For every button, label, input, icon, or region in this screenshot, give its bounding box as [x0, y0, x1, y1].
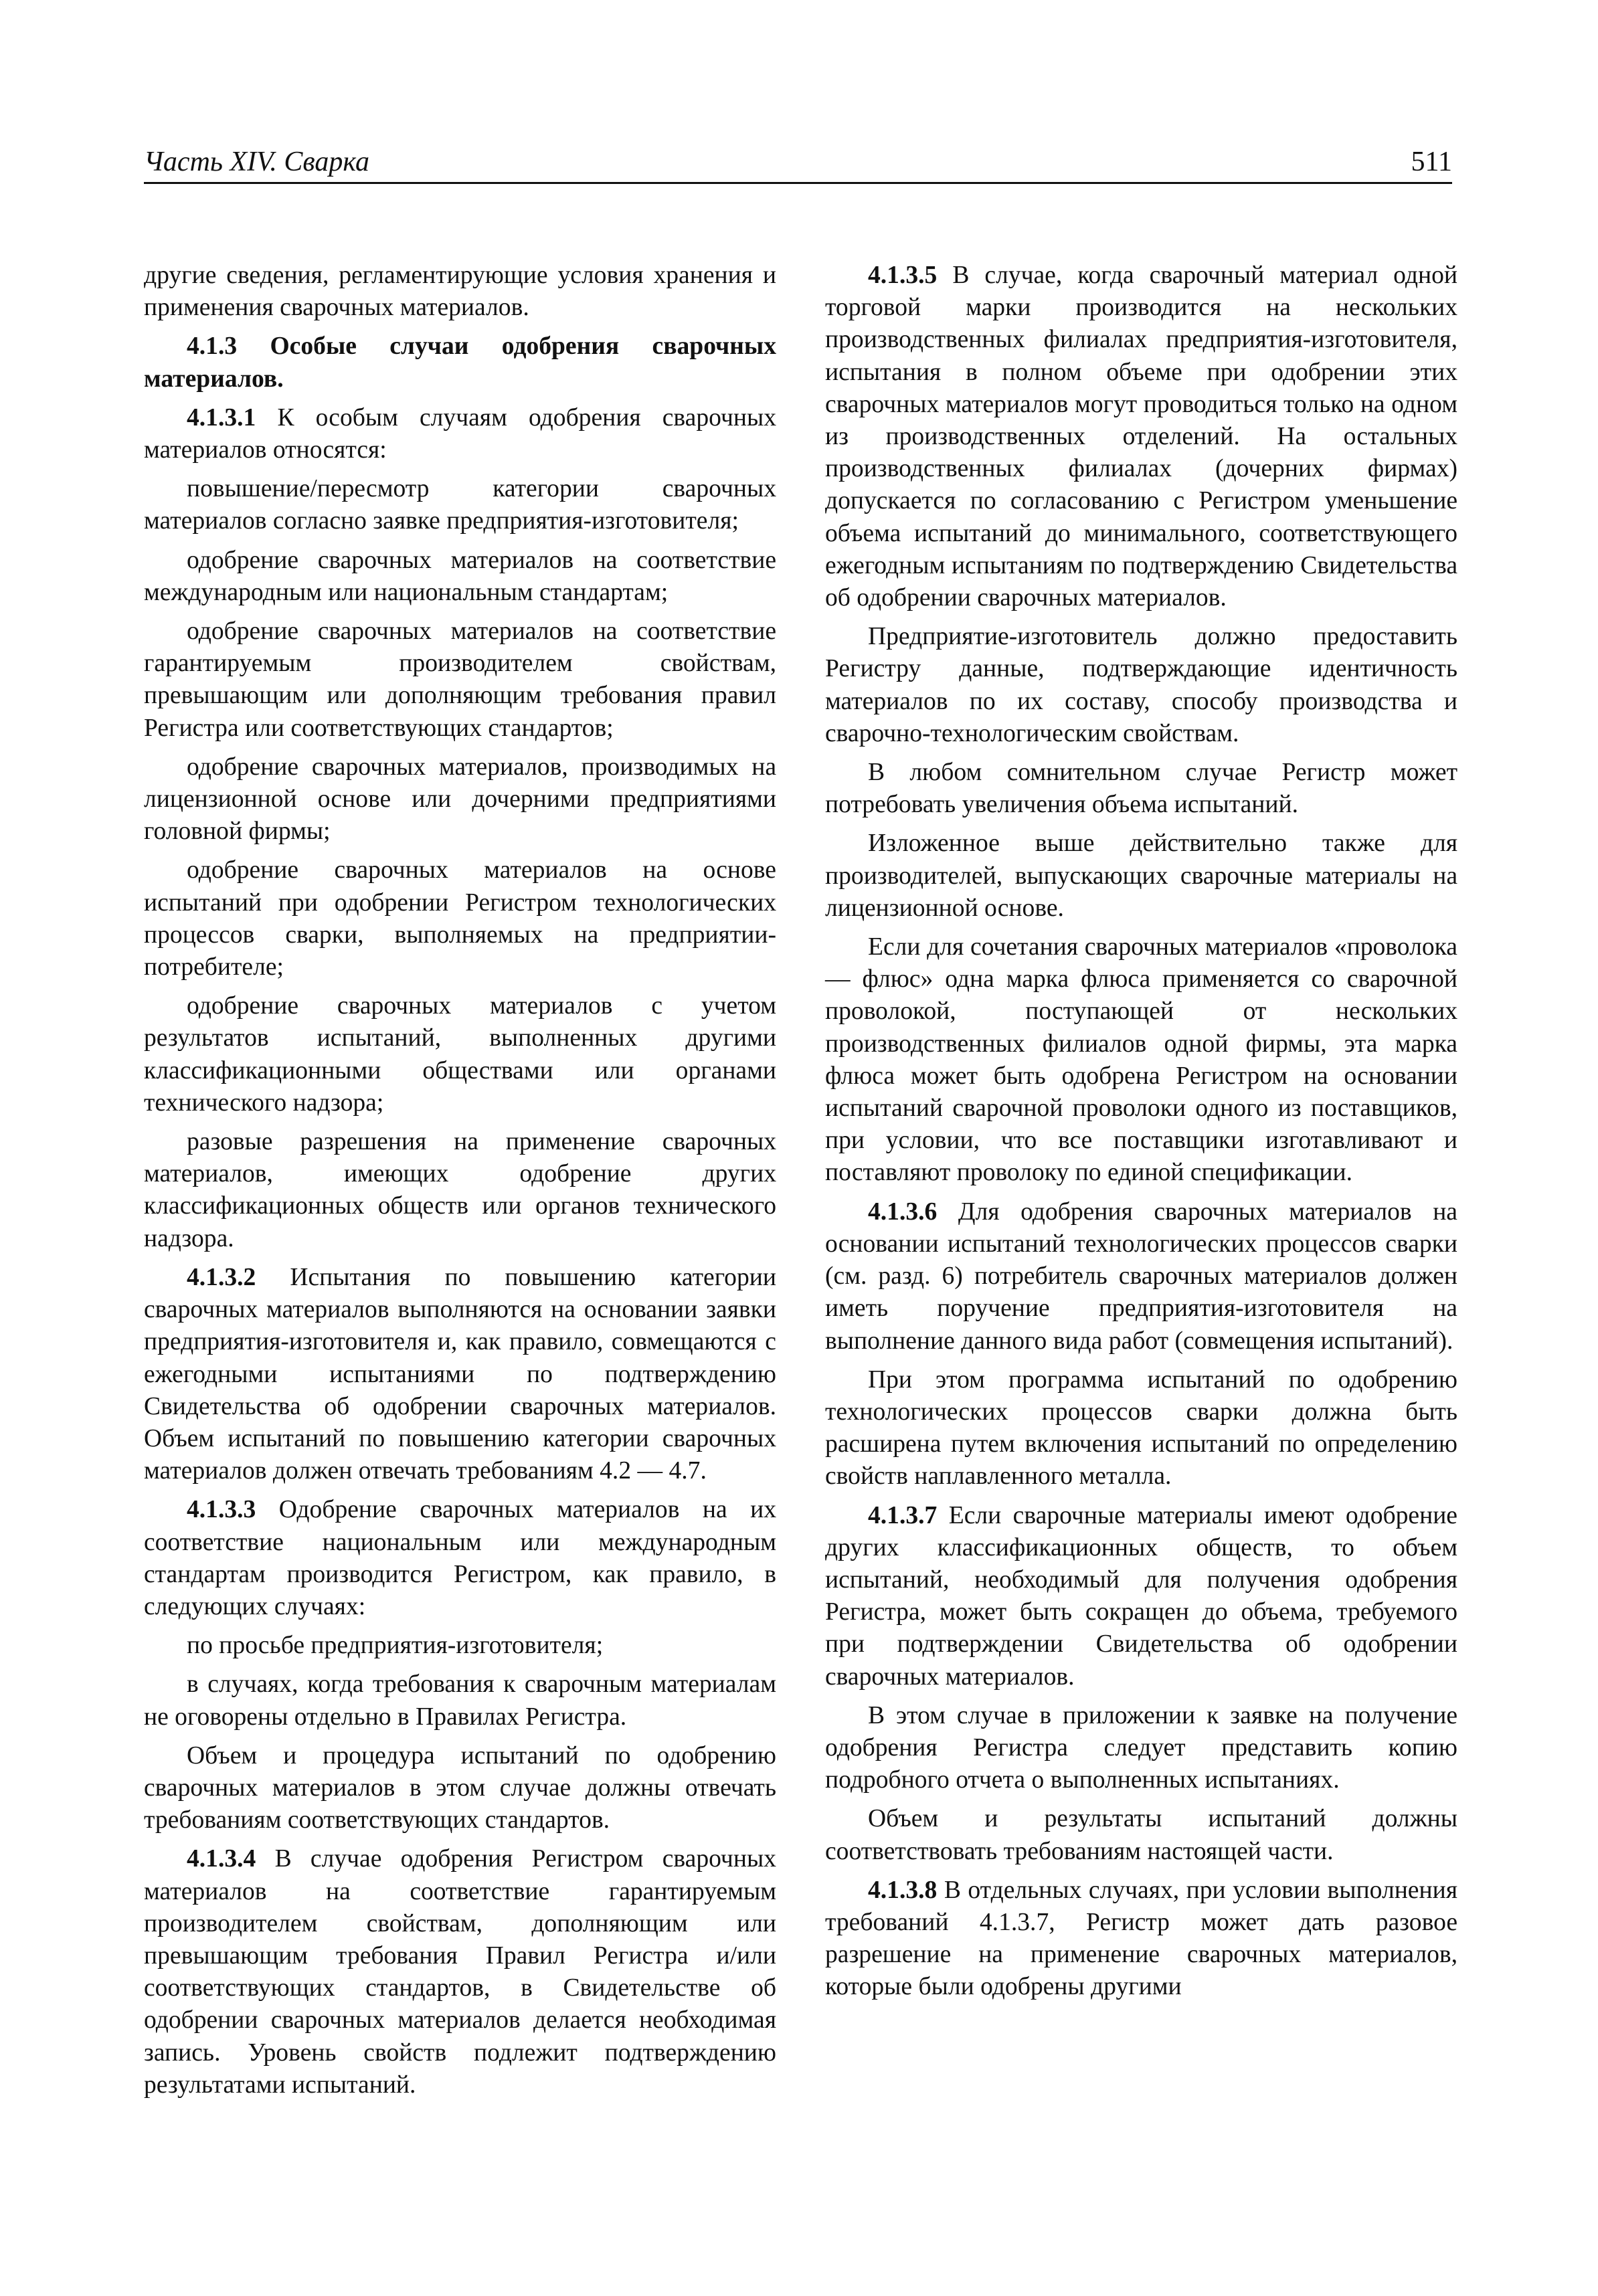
paragraph: В этом случае в приложении к заявке на получение одобрения Регистра следует представить копию подробного отчета о выполненных испытаниях. [825, 1701, 1457, 1794]
paragraph: Предприятие-изготовитель должно предоставить Регистру данные, подтверждающие идентичность материалов по их составу, способу производства и сварочно-технологическим свойствам. [825, 623, 1457, 747]
list-item: повышение/пересмотр категории сварочных материалов согласно заявке предприятия-изготовителя; [144, 475, 776, 535]
paragraph: В любом сомнительном случае Регистр может потребовать увеличения объема испытаний. [825, 759, 1457, 819]
clause-number: 4.1.3.3 [187, 1496, 256, 1524]
paragraph-text: В случае одобрения Регистром сварочных материалов на соответствие гарантируемым производителем свойствам, дополняющим или превышающим требования Правил Регистра и/или соответствующих стандартов, в Свидетельстве об одобрении сварочных материалов делается необходимая запись. Уровень свойств подлежит подтверждению результатами испытаний. [144, 1845, 776, 2099]
paragraph-4-1-3-6 [825, 1196, 1457, 1357]
paragraph-4-1-3-5 [825, 260, 1457, 614]
paragraph-text: Испытания по повышению категории сварочных материалов выполняются на основании заявки предприятия-изготовителя и, как правило, совмещаются с ежегодными испытаниями по подтверждению Свидетельства об одобрении сварочных материалов. Объем испытаний по повышению категории сварочных материалов должен отвечать требованиям 4.2 — 4.7. [144, 1263, 776, 1485]
list-item: разовые разрешения на применение сварочных материалов, имеющих одобрение других классификационных обществ или органов технического надзора. [144, 1128, 776, 1252]
paragraph-text: Одобрение сварочных материалов на их соответствие национальным или международным стандартам производится Регистром, как правило, в следующих случаях: [144, 1496, 776, 1620]
paragraph-4-1-3-7 [825, 1500, 1457, 1693]
paragraph: Если для сочетания сварочных материалов «проволока — флюс» одна марка флюса применяется со сварочной проволокой, поступающей от нескольких производственных филиалов одной фирмы, эта марка флюса может быть одобрена Регистром на основании испытаний сварочной проволоки одного из поставщиков, при условии, что все поставщики изготавливают и поставляют проволоку по единой спецификации. [825, 933, 1457, 1187]
list-item: одобрение сварочных материалов, производимых на лицензионной основе или дочерними предприятиями головной фирмы; [144, 753, 776, 846]
list-item: по просьбе предприятия-изготовителя; [187, 1632, 604, 1660]
paragraph: При этом программа испытаний по одобрению технологических процессов сварки должна быть расширена путем включения испытаний по определению свойств наплавленного металла. [825, 1365, 1457, 1491]
right-column [825, 260, 1457, 2004]
paragraph: Объем и результаты испытаний должны соответствовать требованиям настоящей части. [825, 1805, 1457, 1865]
section-heading-4-1-3: 4.1.3 Особые случаи одобрения сварочных материалов. [144, 332, 776, 393]
paragraph-4-1-3-1 [144, 402, 776, 466]
page-number: 511 [1411, 147, 1452, 177]
paragraph-continuation: другие сведения, регламентирующие условия хранения и применения сварочных материалов. [144, 262, 776, 322]
list-item: одобрение сварочных материалов на соответствие гарантируемым производителем свойствам, превышающим или дополняющим требования правил Регистра или соответствующих стандартов; [144, 617, 776, 742]
paragraph-text: В случае, когда сварочный материал одной торговой марки производится на нескольких производственных филиалах предприятия-изготовителя, испытания в полном объеме при одобрении этих сварочных материалов могут проводиться только на одном из производственных отделений. На остальных производственных филиалах (дочерних фирмах) допускается по согласованию с Регистром уменьшение объема испытаний до минимального, соответствующего ежегодным испытаниям по подтверждению Свидетельства об одобрении сварочных материалов. [825, 262, 1457, 612]
list-item: в случаях, когда требования к сварочным материалам не оговорены отдельно в Правилах Регистра. [144, 1670, 776, 1731]
paragraph-text: К особым случаям одобрения сварочных материалов относятся: [144, 403, 776, 464]
list-item: одобрение сварочных материалов на соответствие международным или национальным стандартам; [144, 546, 776, 606]
clause-number: 4.1.3.8 [868, 1876, 938, 1904]
paragraph-text: В отдельных случаях, при условии выполнения требований 4.1.3.7, Регистр может дать разовое разрешение на применение сварочных материалов, которые были одобрены другими [825, 1876, 1457, 2001]
clause-number: 4.1.3.5 [868, 262, 938, 289]
paragraph-4-1-3-3 [144, 1494, 776, 1623]
clause-number: 4.1.3.2 [187, 1263, 256, 1291]
paragraph: Изложенное выше действительно также для производителей, выпускающих сварочные материалы на лицензионной основе. [825, 830, 1457, 922]
paragraph-text: Для одобрения сварочных материалов на основании испытаний технологических процессов сварки (см. разд. 6) потребитель сварочных материалов должен иметь поручение предприятия-изготовителя на выполнение данного вида работ (совмещения испытаний). [825, 1198, 1457, 1355]
left-column [144, 260, 776, 2101]
clause-number: 4.1.3.4 [187, 1845, 256, 1873]
running-title: Часть XIV. Сварка [144, 147, 369, 177]
paragraph: Объем и процедура испытаний по одобрению сварочных материалов в этом случае должны отвечать требованиям соответствующих стандартов. [144, 1741, 776, 1834]
page-header [144, 149, 1452, 184]
list-item: одобрение сварочных материалов на основе испытаний при одобрении Регистром технологических процессов сварки, выполняемых на предприятии-потребителе; [144, 856, 776, 981]
paragraph-4-1-3-8 [825, 1875, 1457, 2004]
clause-number: 4.1.3.7 [868, 1501, 938, 1529]
clause-number: 4.1.3.6 [868, 1198, 938, 1226]
list-item: одобрение сварочных материалов с учетом результатов испытаний, выполненных другими классификационными обществами или органами технического надзора; [144, 992, 776, 1117]
paragraph-4-1-3-4 [144, 1843, 776, 2101]
clause-number: 4.1.3.1 [187, 403, 256, 432]
paragraph-text: Если сварочные материалы имеют одобрение других классификационных обществ, то объем испытаний, необходимый для получения одобрения Регистра, может быть сокращен до объема, требуемого при подтверждении Свидетельства об одобрении сварочных материалов. [825, 1501, 1457, 1691]
paragraph-4-1-3-2 [144, 1262, 776, 1487]
